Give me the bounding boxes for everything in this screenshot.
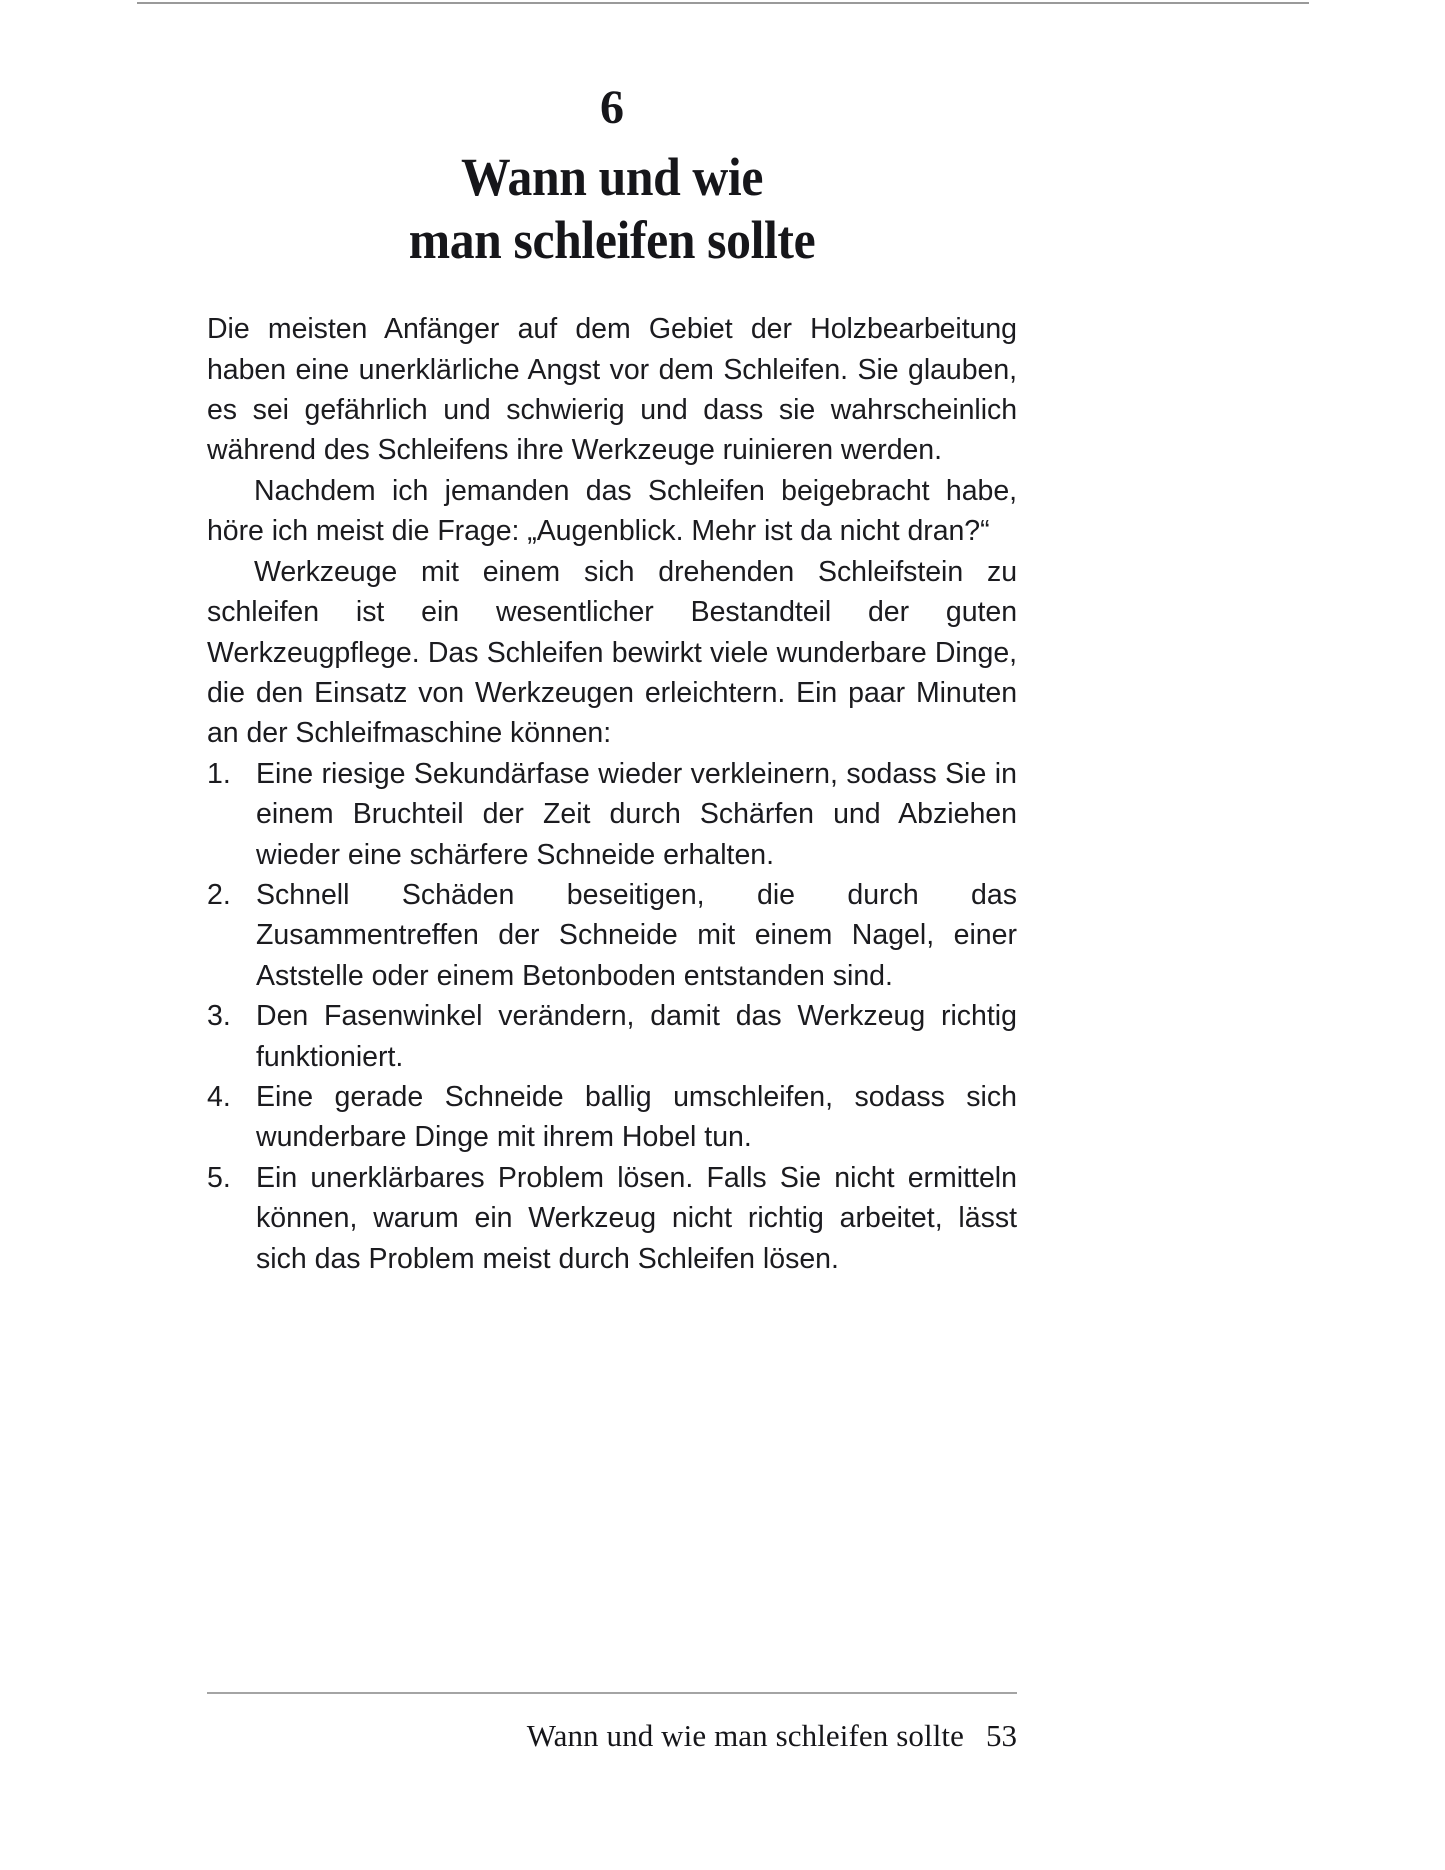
list-item-marker: 2. <box>207 878 231 911</box>
page-footer <box>207 1718 1017 1754</box>
list-item-marker: 1. <box>207 757 231 790</box>
list-item <box>207 996 1017 1077</box>
chapter-title-line-1: Wann und wie <box>460 147 764 207</box>
list-item-marker: 3. <box>207 1000 231 1033</box>
list-item <box>207 1077 1017 1158</box>
list-item-marker: 5. <box>207 1161 231 1194</box>
paragraph-intro: Die meisten Anfänger auf dem Gebiet der Holzbearbeitung haben eine unerklärliche Angst vor dem Schleifen. Sie glauben, es sei gefährlich und schwierig und dass sie wahrscheinlich während des Schleifens ihre Werkzeuge ruinieren werden. <box>207 313 1017 467</box>
paragraph-question: Nachdem ich jemanden das Schleifen beigebracht habe, höre ich meist die Frage: „Augenblick. Mehr ist da nicht dran?“ <box>207 474 1017 548</box>
list-item <box>207 1158 1017 1279</box>
body-text <box>207 309 1017 753</box>
chapter-number: 6 <box>600 81 624 134</box>
list-item-text: Schnell Schäden beseitigen, die durch das Zusammentreffen der Schneide mit einem Nagel, einer Aststelle oder einem Betonboden entstanden sind. <box>256 878 1017 992</box>
footer-divider-rule <box>207 1692 1017 1694</box>
numbered-list <box>207 754 1017 1279</box>
list-item-marker: 4. <box>207 1080 231 1113</box>
list-item-text: Eine gerade Schneide ballig umschleifen, sodass sich wunderbare Dinge mit ihrem Hobel tun. <box>256 1080 1017 1154</box>
page-number: 53 <box>986 1718 1017 1753</box>
list-item <box>207 875 1017 996</box>
chapter-title-line-2: man schleifen sollte <box>408 209 816 270</box>
list-item-text: Eine riesige Sekundärfase wieder verkleinern, sodass Sie in einem Bruchteil der Zeit durch Schärfen und Abziehen wieder eine schärfere Schneide erhalten. <box>256 757 1017 871</box>
chapter-title <box>239 146 984 271</box>
running-head: Wann und wie man schleifen sollte <box>526 1718 964 1753</box>
list-item-text: Den Fasenwinkel verändern, damit das Werkzeug richtig funktioniert. <box>256 1000 1017 1073</box>
chapter-opener <box>207 0 1017 271</box>
list-item-text: Ein unerklärbares Problem lösen. Falls Sie nicht ermitteln können, warum ein Werkzeug nicht richtig arbeitet, lässt sich das Problem meist durch Schleifen lösen. <box>256 1161 1017 1275</box>
paragraph-grinding-benefits: Werkzeuge mit einem sich drehenden Schleifstein zu schleifen ist ein wesentlicher Bestandteil der guten Werkzeugpflege. Das Schleifen bewirkt viele wunderbare Dinge, die den Einsatz von Werkzeugen erleichtern. Ein paar Minuten an der Schleifmaschine können: <box>207 555 1017 750</box>
page-content-column <box>207 0 1017 1279</box>
list-item <box>207 754 1017 875</box>
